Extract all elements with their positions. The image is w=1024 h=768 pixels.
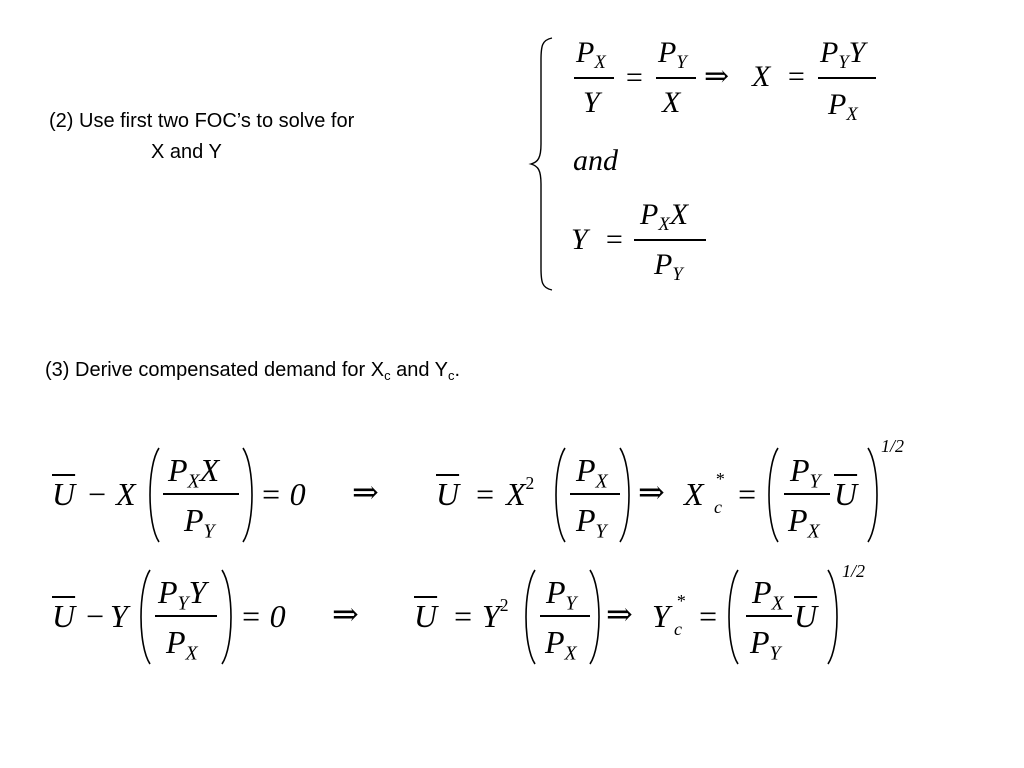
y-frac3-num: $P_X$ bbox=[752, 574, 784, 615]
x-result-sub: c bbox=[714, 497, 722, 517]
eq1-rhs-bar bbox=[656, 77, 696, 79]
step2-line1: (2) Use first two FOC’s to solve for bbox=[49, 110, 355, 132]
system-brace bbox=[528, 36, 558, 292]
y-frac2-den: $P_X$ bbox=[545, 624, 577, 665]
x-minus: − bbox=[86, 476, 108, 512]
eq1-lhs-num: $P_X$ bbox=[576, 36, 606, 73]
y-result-star: * bbox=[676, 591, 685, 611]
eq1-equals: = bbox=[624, 61, 645, 94]
x-right-paren2 bbox=[618, 446, 634, 544]
y-left-paren3 bbox=[724, 568, 740, 666]
eq1-rhs-den: X bbox=[662, 86, 681, 119]
y-right-paren2 bbox=[588, 568, 604, 666]
x-exponent: 1/2 bbox=[881, 436, 905, 456]
y-ubar: $\overline{U}$ bbox=[52, 598, 76, 634]
y-frac-bar bbox=[155, 615, 217, 617]
x-equals3: = bbox=[736, 476, 758, 512]
y-frac2-bar bbox=[540, 615, 590, 617]
eq1-res-bar bbox=[818, 77, 876, 79]
x-result-star: * bbox=[715, 469, 724, 489]
eq2-var: Y bbox=[571, 223, 588, 256]
x-left-paren2 bbox=[551, 446, 567, 544]
x-left-paren bbox=[145, 446, 161, 544]
y-eq-zero: = 0 bbox=[240, 598, 286, 634]
eq2-bar bbox=[634, 239, 706, 241]
step3-heading: (3) Derive compensated demand for $X_c$ and $Y_c$. bbox=[45, 359, 461, 383]
eq1-rhs-num: $P_Y$ bbox=[658, 36, 687, 73]
y-ubar3: $\overline{U}$ bbox=[794, 598, 818, 634]
x-frac3-den: $P_X$ bbox=[788, 502, 820, 543]
y-result-sub: c bbox=[674, 619, 682, 639]
x-var: X bbox=[116, 476, 136, 512]
x-frac3-bar bbox=[784, 493, 830, 495]
y-equals: = bbox=[452, 598, 474, 634]
y-var: Y bbox=[110, 598, 128, 634]
y-frac2-num: $P_Y$ bbox=[546, 574, 577, 615]
eq1-equals2: = bbox=[786, 60, 807, 93]
x-frac2-den: $P_Y$ bbox=[576, 502, 607, 543]
x-ubar2: $\overline{U}$ bbox=[436, 476, 460, 512]
y-left-paren bbox=[136, 568, 152, 666]
x-implies: ⇒ bbox=[352, 474, 379, 510]
y-implies: ⇒ bbox=[332, 596, 359, 632]
eq2-num: $P_XX$ bbox=[640, 198, 689, 235]
eq1-lhs-den: Y bbox=[583, 86, 600, 119]
x-frac-num: $P_XX$ bbox=[168, 452, 220, 493]
x-frac-bar bbox=[163, 493, 239, 495]
x-right-paren bbox=[241, 446, 257, 544]
eq1-res-num: $P_YY$ bbox=[820, 36, 866, 73]
y-frac3-bar bbox=[746, 615, 792, 617]
y-var2: $Y^2$ bbox=[482, 595, 509, 634]
y-implies2: ⇒ bbox=[606, 596, 633, 632]
y-result-var: Y bbox=[652, 598, 670, 634]
y-equals3: = bbox=[697, 598, 719, 634]
y-frac3-den: $P_Y$ bbox=[750, 624, 781, 665]
x-left-paren3 bbox=[764, 446, 780, 544]
eq2-den: $P_Y$ bbox=[654, 248, 683, 285]
y-frac-num: $P_YY$ bbox=[158, 574, 207, 615]
x-eq-zero: = 0 bbox=[260, 476, 306, 512]
y-exponent: 1/2 bbox=[842, 561, 866, 581]
eq1-implies: ⇒ bbox=[704, 60, 730, 93]
eq1-var: X bbox=[752, 60, 771, 93]
eq1-lhs-bar bbox=[574, 77, 614, 79]
step2-line2: X and Y bbox=[151, 141, 222, 163]
y-frac-den: $P_X$ bbox=[166, 624, 198, 665]
x-frac2-bar bbox=[570, 493, 620, 495]
x-ubar: $\overline{U}$ bbox=[52, 476, 76, 512]
eq2-equals: = bbox=[604, 223, 625, 256]
x-var2: $X^2$ bbox=[506, 473, 535, 512]
x-equals: = bbox=[474, 476, 496, 512]
eq1-res-den: $P_X$ bbox=[828, 88, 858, 125]
system-and: and bbox=[573, 144, 618, 177]
x-right-paren3 bbox=[866, 446, 882, 544]
x-frac-den: $P_Y$ bbox=[184, 502, 215, 543]
y-left-paren2 bbox=[521, 568, 537, 666]
x-frac2-num: $P_X$ bbox=[576, 452, 608, 493]
y-right-paren3 bbox=[826, 568, 842, 666]
x-frac3-num: $P_Y$ bbox=[790, 452, 821, 493]
y-minus: − bbox=[84, 598, 106, 634]
x-result-var: X bbox=[684, 476, 704, 512]
y-ubar2: $\overline{U}$ bbox=[414, 598, 438, 634]
x-implies2: ⇒ bbox=[638, 474, 665, 510]
y-right-paren bbox=[220, 568, 236, 666]
x-ubar3: $\overline{U}$ bbox=[834, 476, 858, 512]
